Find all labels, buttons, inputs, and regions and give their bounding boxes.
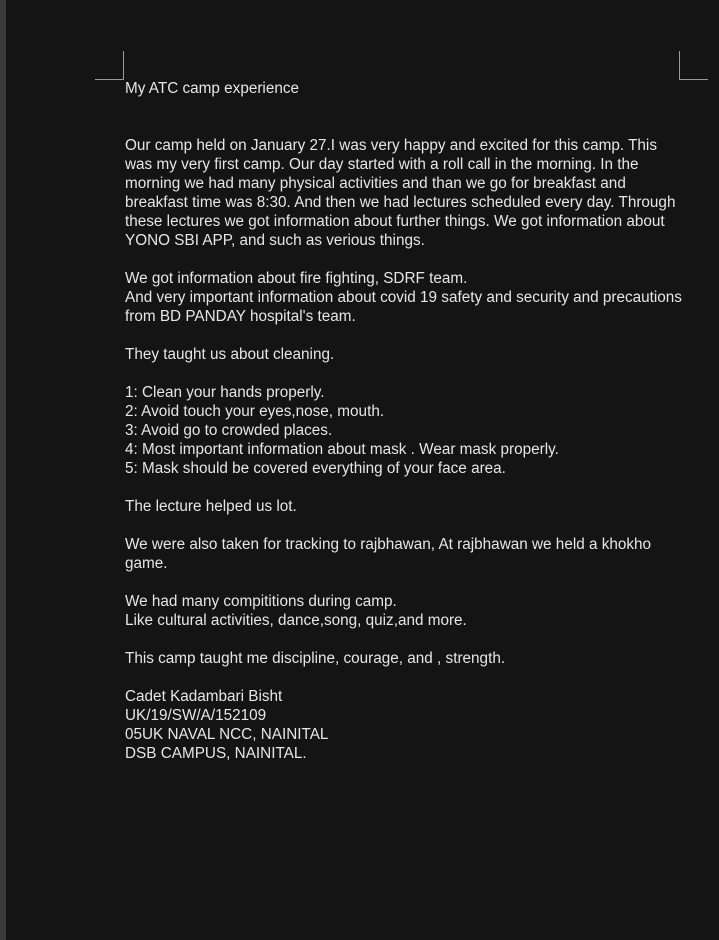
list-item: 2: Avoid touch your eyes,nose, mouth. (125, 403, 385, 420)
paragraph-camp-intro: Our camp held on January 27.I was very happy and excited for this camp. This was my very first camp. Our day started with a roll call in the morning. In the morning we had many physical activities and than we go for breakfast and breakfast time was 8:30. And then we had lectures scheduled every day. Through these lectures we got information about further things. We got information about YONO SBI APP, and such as verious things. (125, 137, 676, 249)
signature-line: UK/19/SW/A/152109 (125, 707, 267, 724)
page-corner-mark-top-left (95, 51, 124, 80)
list-item: 4: Most important information about mask . Wear mask properly. (125, 441, 559, 458)
paragraph-information (125, 269, 685, 326)
paragraph-competitions-line: Like cultural activities, dance,song, quiz,and more. (125, 612, 467, 629)
signature-line: Cadet Kadambari Bisht (125, 688, 283, 705)
list-item: 3: Avoid go to crowded places. (125, 422, 333, 439)
list-item: 1: Clean your hands properly. (125, 384, 325, 401)
paragraph-information-line: And very important information about covid 19 safety and security and precautions from BD PANDAY hospital's team. (125, 289, 682, 325)
paragraph-conclusion: This camp taught me discipline, courage, and , strength. (125, 650, 506, 667)
signature-line: DSB CAMPUS, NAINITAL. (125, 745, 307, 762)
paragraph-tracking: We were also taken for tracking to rajbhawan, At rajbhawan we held a khokho game. (125, 536, 652, 572)
list-item: 5: Mask should be covered everything of your face area. (125, 460, 506, 477)
document-body[interactable] (125, 79, 685, 782)
paragraph-lecture: The lecture helped us lot. (125, 498, 297, 515)
cleaning-list (125, 383, 685, 478)
signature-block (125, 687, 685, 763)
paragraph-competitions-line: We had many compititions during camp. (125, 593, 397, 610)
document-title: My ATC camp experience (125, 80, 299, 97)
paragraph-information-line: We got information about fire fighting, SDRF team. (125, 270, 468, 287)
page-corner-mark-top-right (679, 51, 708, 80)
signature-line: 05UK NAVAL NCC, NAINITAL (125, 726, 329, 743)
paragraph-competitions (125, 592, 685, 630)
document-page[interactable] (6, 0, 719, 940)
paragraph-cleaning: They taught us about cleaning. (125, 346, 335, 363)
